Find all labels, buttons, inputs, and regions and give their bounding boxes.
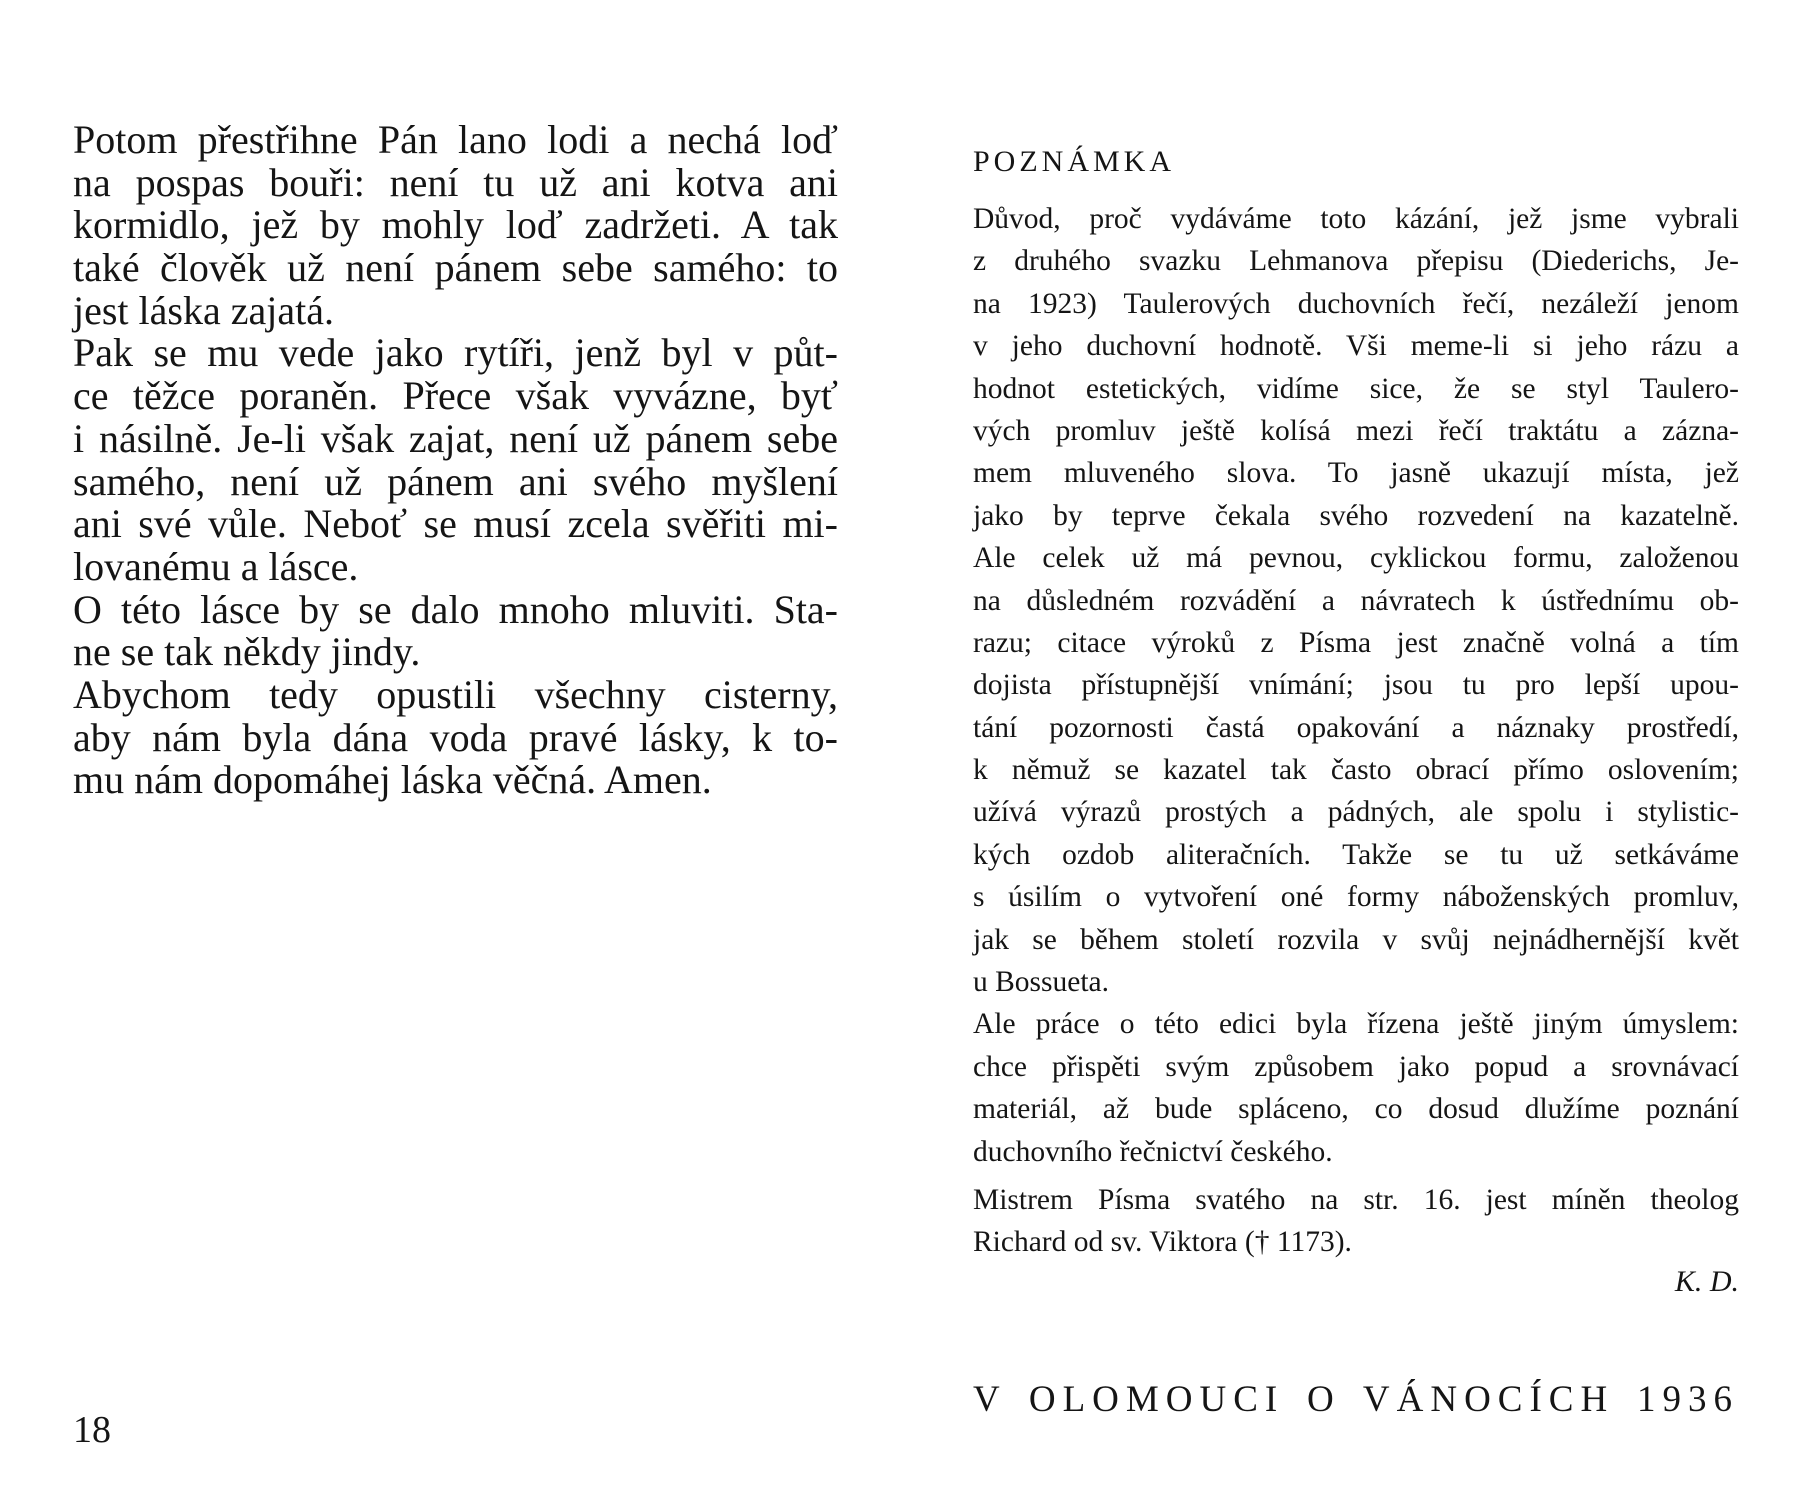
text-line: vých promluv ještě kolísá mezi řečí traktátu a zázna- [973, 414, 1739, 447]
text-line: Pak se mu vede jako rytíři, jenž byl v půt- [73, 330, 838, 376]
text-line: ne se tak někdy jindy. [73, 629, 421, 675]
text-line: jako by teprve čekala svého rozvedení na kazatelně. [973, 499, 1739, 532]
text-line: razu; citace výroků z Písma jest značně volná a tím [973, 626, 1739, 659]
text-line: u Bossueta. [973, 966, 1110, 999]
text-line: s úsilím o vytvoření oné formy náboženských promluv, [973, 881, 1739, 914]
text-line: tání pozornosti častá opakování a náznaky prostředí, [973, 711, 1739, 744]
text-line: Ale práce o této edici byla řízena ještě jiným úmyslem: [973, 1008, 1739, 1041]
sermon-text [73, 119, 838, 802]
text-line: Mistrem Písma svatého na str. 16. jest míněn theolog [973, 1183, 1739, 1216]
text-line: materiál, až bude spláceno, co dosud dlužíme poznání [973, 1093, 1739, 1126]
text-line: duchovního řečnictví českého. [973, 1135, 1333, 1168]
text-line: O této lásce by se dalo mnoho mluviti. Sta- [73, 586, 838, 632]
right-page [899, 0, 1798, 1500]
text-line: ce těžce poraněn. Přece však vyvázne, byť [73, 373, 838, 419]
note-text [973, 198, 1739, 1264]
text-line: v jeho duchovní hodnotě. Vši meme-li si jeho rázu a [973, 330, 1739, 363]
text-line: Potom přestřihne Pán lano lodi a nechá loď [73, 117, 838, 162]
text-line: Richard od sv. Viktora († 1173). [973, 1226, 1352, 1259]
text-line: aby nám byla dána voda pravé lásky, k to- [73, 714, 838, 760]
text-line: mem mluveného slova. To jasně ukazují místa, jež [973, 457, 1739, 490]
text-line: hodnot estetických, vidíme sice, že se styl Taulero- [973, 372, 1739, 405]
text-line: chce přispěti svým způsobem jako popud a srovnávací [973, 1050, 1739, 1083]
colophon: V OLOMOUCI O VÁNOCÍCH 1936 [973, 1379, 1739, 1420]
text-line: i násilně. Je-li však zajat, není už pánem sebe [73, 415, 838, 461]
page-number: 18 [73, 1409, 111, 1451]
text-line: z druhého svazku Lehmanova přepisu (Diederichs, Je- [973, 245, 1739, 278]
text-line: Ale celek už má pevnou, cyklickou formu, založenou [973, 542, 1739, 575]
text-line: dojista přístupnější vnímání; jsou tu pro lepší upou- [973, 669, 1739, 702]
text-line: mu nám dopomáhej láska věčná. Amen. [73, 757, 712, 803]
text-line: kých ozdob aliteračních. Takže se tu už setkáváme [973, 838, 1739, 871]
text-line: také člověk už není pánem sebe samého: to [73, 245, 838, 291]
text-line: lovanému a lásce. [73, 543, 359, 589]
text-line: jest láska zajatá. [73, 287, 334, 333]
text-line: kormidlo, jež by mohly loď zadržeti. A tak [73, 202, 838, 248]
text-line: na 1923) Taulerových duchovních řečí, nezáleží jenom [973, 287, 1739, 320]
text-line: Abychom tedy opustili všechny cisterny, [73, 671, 838, 717]
text-line: užívá výrazů prostých a pádných, ale spolu i stylistic- [973, 796, 1739, 829]
text-line: Důvod, proč vydáváme toto kázání, jež jsme vybrali [973, 203, 1739, 235]
note-heading: POZNÁMKA [973, 145, 1176, 178]
text-line: na důsledném rozvádění a návratech k ústřednímu ob- [973, 584, 1739, 617]
author-initials: K. D. [1674, 1265, 1739, 1298]
text-line: jak se během století rozvila v svůj nejnádhernější květ [973, 923, 1739, 956]
text-line: ani své vůle. Neboť se musí zcela svěřiti mi- [73, 501, 838, 547]
text-line: samého, není už pánem ani svého myšlení [73, 458, 838, 504]
text-line: k němuž se kazatel tak často obrací přímo oslovením; [973, 754, 1739, 787]
text-line: na pospas bouři: není tu už ani kotva ani [73, 159, 838, 205]
